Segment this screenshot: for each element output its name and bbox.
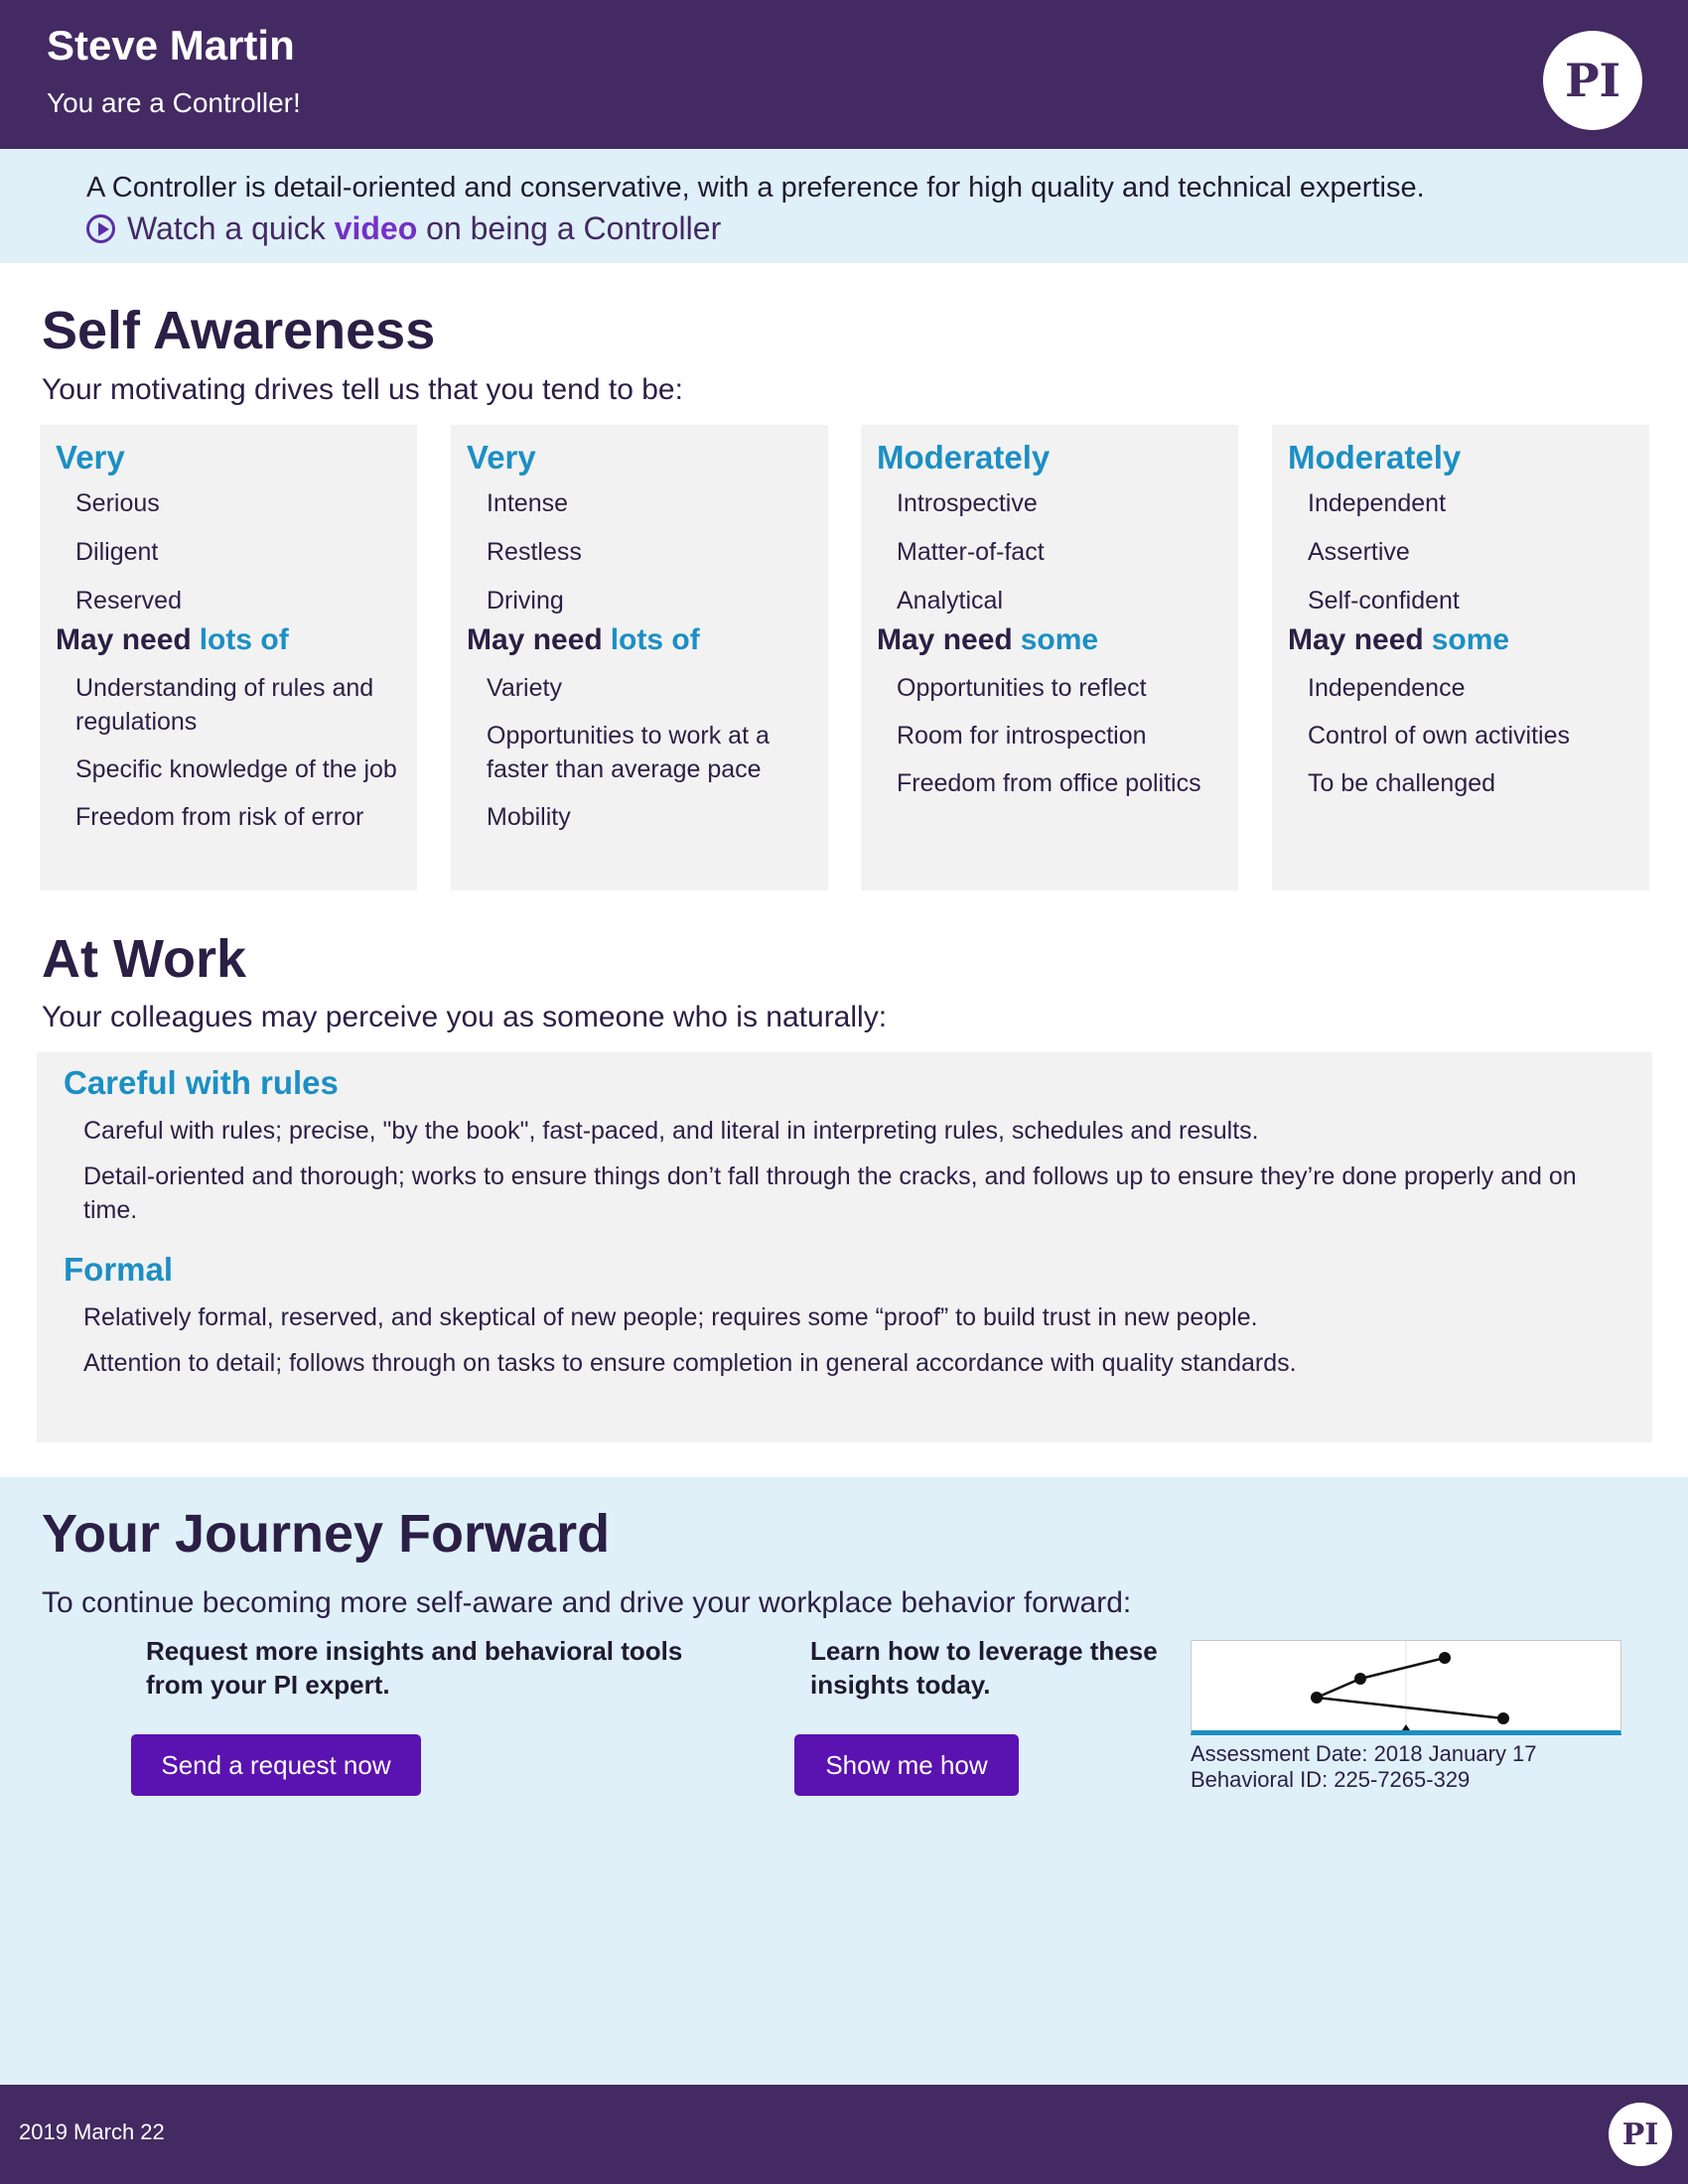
trait-item: Diligent [75, 538, 159, 566]
play-circle-icon[interactable] [86, 214, 115, 243]
drive-card [451, 425, 828, 890]
drive-card [40, 425, 417, 890]
intro-banner [0, 149, 1688, 263]
drive-level: Moderately [1288, 439, 1462, 476]
trait-item: Matter-of-fact [897, 538, 1045, 566]
behavioral-id: Behavioral ID: 225-7265-329 [1191, 1767, 1471, 1792]
trait-item: Driving [487, 587, 564, 614]
need-label: May need [467, 623, 603, 656]
self-awareness-subtitle: Your motivating drives tell us that you tend to be: [42, 373, 683, 406]
trait-item: Reserved [75, 587, 182, 614]
profile-type: You are a Controller! [47, 87, 301, 118]
need-amount: lots of [610, 623, 700, 656]
need-item: Mobility [487, 803, 571, 831]
topic-point: Relatively formal, reserved, and skeptical of new people; requires some “proof” to build trust in new people. [83, 1303, 1258, 1331]
pattern-point [1311, 1692, 1323, 1704]
need-label: May need [877, 623, 1013, 656]
need-item: Opportunities to work at a faster than average pace [487, 722, 770, 783]
trait-item: Independent [1308, 489, 1447, 517]
learn-cta-text [810, 1634, 1158, 1702]
topic-heading: Formal [64, 1251, 174, 1288]
video-text-pre: Watch a quick [127, 210, 326, 246]
pi-logo: PI [1609, 2103, 1672, 2166]
need-item: Freedom from office politics [897, 769, 1201, 797]
journey-subtitle: To continue becoming more self-aware and drive your workplace behavior forward: [42, 1586, 1132, 1619]
journey-section [0, 1477, 1688, 2085]
drive-level: Moderately [877, 439, 1051, 476]
at-work-title: At Work [42, 929, 247, 989]
request-cta-line: Request more insights and behavioral tools [146, 1636, 683, 1666]
pattern-point [1497, 1712, 1509, 1724]
need-item: Specific knowledge of the job [75, 755, 397, 783]
assessment-info [1191, 1741, 1537, 1793]
pi-logo: PI [1543, 31, 1642, 130]
drive-card [1272, 425, 1649, 890]
report-footer [0, 2085, 1688, 2184]
need-item: Freedom from risk of error [75, 803, 364, 831]
pattern-line [1317, 1698, 1503, 1718]
report-header [0, 0, 1688, 149]
need-item: To be challenged [1308, 769, 1496, 797]
request-cta-text [146, 1634, 682, 1702]
need-item: Room for introspection [897, 722, 1147, 750]
need-label: May need [56, 623, 192, 656]
pattern-point [1439, 1652, 1451, 1664]
trait-item: Serious [75, 489, 160, 517]
need-heading [56, 623, 401, 657]
drive-level: Very [56, 439, 125, 476]
pattern-point [1354, 1673, 1366, 1685]
drive-level: Very [467, 439, 536, 476]
video-link[interactable]: video [334, 210, 418, 246]
drive-card [861, 425, 1238, 890]
trait-item: Intense [487, 489, 569, 517]
assessment-date: Assessment Date: 2018 January 17 [1191, 1741, 1537, 1766]
need-heading [1288, 623, 1633, 657]
topic-point: Careful with rules; precise, "by the book", fast-paced, and literal in interpreting rules, schedules and results. [83, 1117, 1259, 1145]
at-work-panel [37, 1052, 1652, 1442]
pattern-line [1317, 1658, 1445, 1698]
need-heading [467, 623, 812, 657]
trait-item: Self-confident [1308, 587, 1460, 614]
need-item: Variety [487, 674, 562, 702]
need-item: Independence [1308, 674, 1466, 702]
need-amount: some [1020, 623, 1099, 656]
trait-item: Introspective [897, 489, 1038, 517]
report-date: 2019 March 22 [19, 2119, 165, 2144]
need-label: May need [1288, 623, 1424, 656]
behavioral-pattern-graph [1191, 1640, 1621, 1735]
topic-point: Detail-oriented and thorough; works to ensure things don’t fall through the cracks, and follows up to ensure they’re done properly and on time. [83, 1162, 1577, 1224]
self-awareness-title: Self Awareness [42, 301, 436, 360]
need-item: Opportunities to reflect [897, 674, 1147, 702]
profile-description: A Controller is detail-oriented and conservative, with a preference for high quality and technical expertise. [86, 172, 1425, 204]
learn-cta-line: insights today. [810, 1670, 991, 1700]
pattern-marker [1402, 1724, 1410, 1730]
learn-cta-line: Learn how to leverage these [810, 1636, 1158, 1666]
trait-item: Restless [487, 538, 582, 566]
trait-item: Assertive [1308, 538, 1410, 566]
at-work-subtitle: Your colleagues may perceive you as someone who is naturally: [42, 1001, 888, 1033]
video-line[interactable] [86, 210, 721, 247]
topic-point: Attention to detail; follows through on tasks to ensure completion in general accordance with quality standards. [83, 1349, 1297, 1377]
show-me-how-button[interactable]: Show me how [794, 1734, 1019, 1796]
need-heading [877, 623, 1222, 657]
topic-heading: Careful with rules [64, 1064, 339, 1101]
need-amount: some [1431, 623, 1510, 656]
journey-title: Your Journey Forward [42, 1504, 611, 1564]
need-item: Control of own activities [1308, 722, 1571, 750]
request-cta-line: from your PI expert. [146, 1670, 390, 1700]
trait-item: Analytical [897, 587, 1003, 614]
need-item: Understanding of rules and regulations [75, 674, 374, 736]
send-request-button[interactable]: Send a request now [131, 1734, 421, 1796]
need-amount: lots of [199, 623, 289, 656]
video-text-post: on being a Controller [426, 210, 722, 246]
person-name: Steve Martin [47, 22, 295, 68]
pattern-graph-svg [1192, 1641, 1620, 1730]
